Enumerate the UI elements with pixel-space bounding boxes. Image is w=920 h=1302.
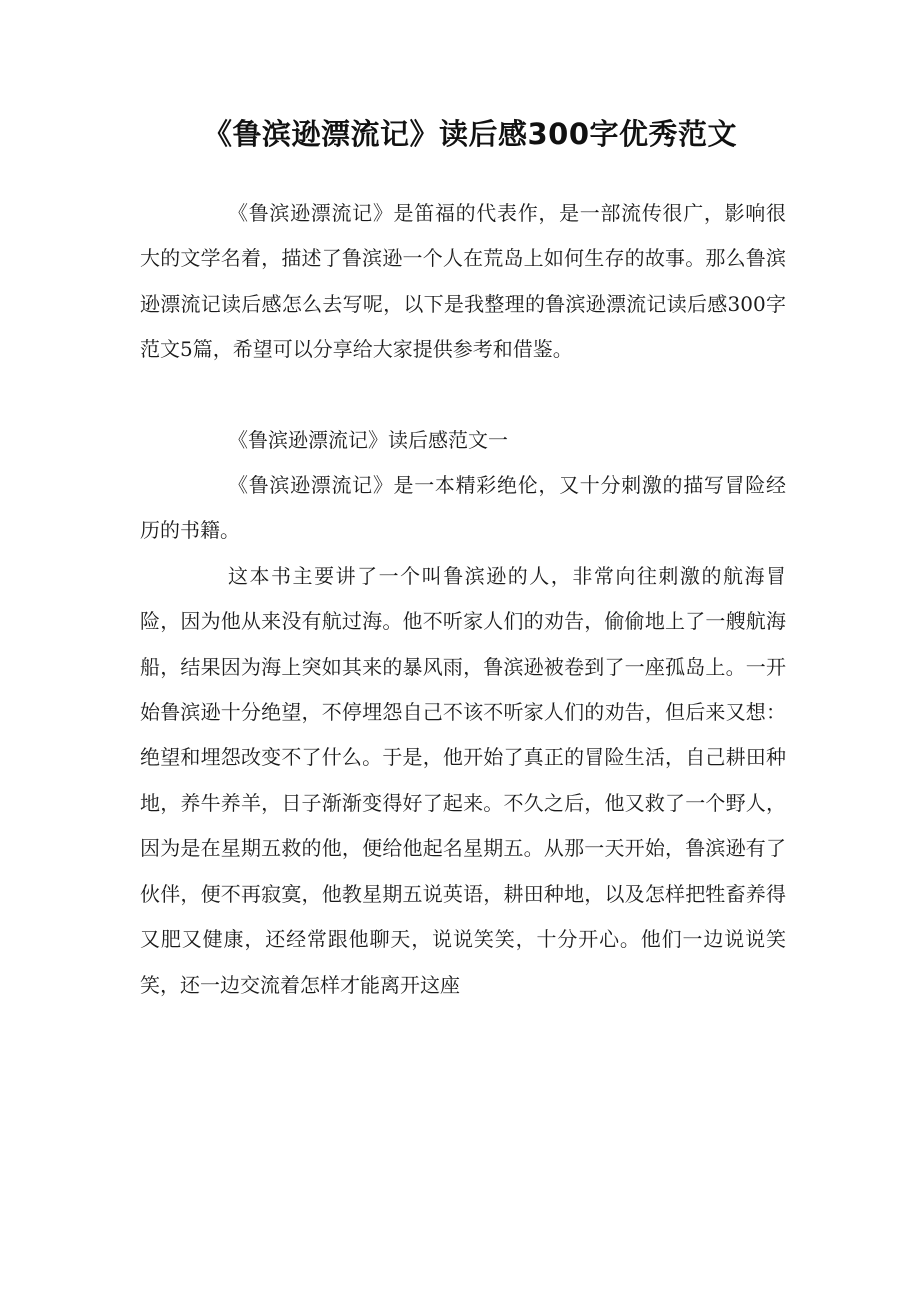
document-title: 《鲁滨逊漂流记》读后感300字优秀范文 xyxy=(202,117,738,151)
document-body xyxy=(140,191,786,1008)
body-paragraph-1: 《鲁滨逊漂流记》是一本精彩绝伦，又十分刺激的描写冒险经历的书籍。 xyxy=(140,473,786,543)
section-heading: 《鲁滨逊漂流记》读后感范文一 xyxy=(228,427,508,452)
body-paragraph-2: 这本书主要讲了一个叫鲁滨逊的人，非常向往刺激的航海冒险，因为他从来没有航过海。他不听家人们的劝告，偷偷地上了一艘航海船，结果因为海上突如其来的暴风雨，鲁滨逊被卷到了一座孤岛上。一开始鲁滨逊十分绝望，不停埋怨自己不该不听家人们的劝告，但后来又想：绝望和埋怨改变不了什么。于是，他开始了真正的冒险生活，自己耕田种地，养牛养羊，日子渐渐变得好了起来。不久之后，他又救了一个野人，因为是在星期五救的他，便给他起名星期五。从那一天开始，鲁滨逊有了伙伴，便不再寂寞，他教星期五说英语，耕田种地，以及怎样把牲畜养得又肥又健康，还经常跟他聊天，说说笑笑，十分开心。他们一边说说笑笑，还一边交流着怎样才能离开这座 xyxy=(140,563,786,997)
intro-paragraph: 《鲁滨逊漂流记》是笛福的代表作，是一部流传很广，影响很大的文学名着，描述了鲁滨逊一个人在荒岛上如何生存的故事。那么鲁滨逊漂流记读后感怎么去写呢，以下是我整理的鲁滨逊漂流记读后感300字范文5篇，希望可以分享给大家提供参考和借鉴。 xyxy=(140,201,786,362)
paragraph-spacer xyxy=(140,373,786,418)
